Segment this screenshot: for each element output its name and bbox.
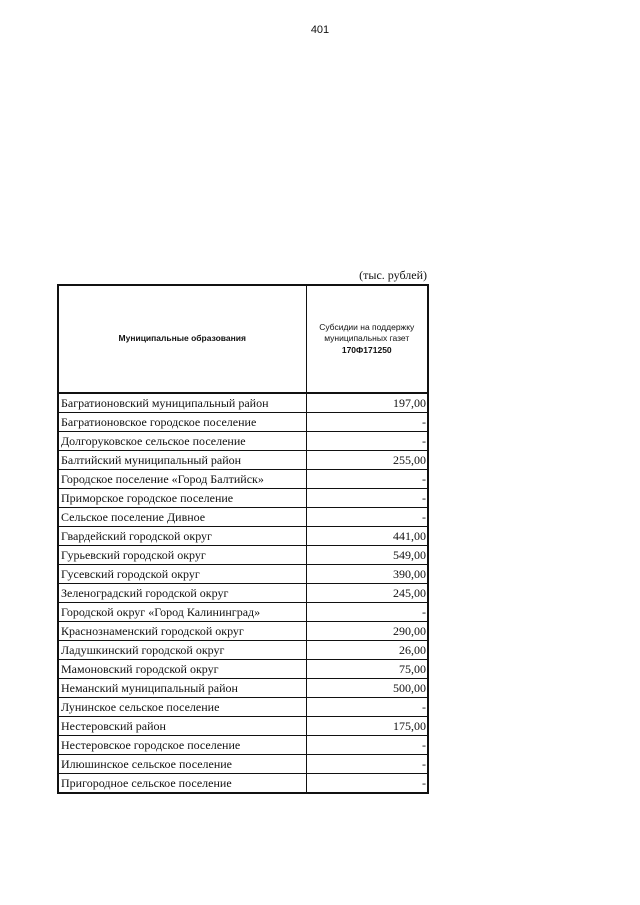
municipality-name: Пригородное сельское поселение	[58, 774, 306, 794]
subsidy-value: -	[306, 603, 428, 622]
table-row	[58, 603, 428, 622]
header-municipality: Муниципальные образования	[58, 285, 306, 393]
table-body	[58, 393, 428, 793]
table-row	[58, 546, 428, 565]
municipality-name: Городское поселение «Город Балтийск»	[58, 470, 306, 489]
municipality-name: Неманский муниципальный район	[58, 679, 306, 698]
subsidy-value: -	[306, 489, 428, 508]
municipality-name: Мамоновский городской округ	[58, 660, 306, 679]
header-row	[58, 285, 428, 393]
subsidy-value: -	[306, 413, 428, 432]
subsidy-value: 390,00	[306, 565, 428, 584]
municipality-name: Нестеровское городское поселение	[58, 736, 306, 755]
municipality-name: Илюшинское сельское поселение	[58, 755, 306, 774]
municipality-name: Краснознаменский городской округ	[58, 622, 306, 641]
table-row	[58, 413, 428, 432]
subsidy-value: 549,00	[306, 546, 428, 565]
municipality-name: Нестеровский район	[58, 717, 306, 736]
table-row	[58, 565, 428, 584]
table-row	[58, 527, 428, 546]
municipality-name: Ладушкинский городской округ	[58, 641, 306, 660]
municipality-name: Багратионовский муниципальный район	[58, 393, 306, 413]
municipality-name: Зеленоградский городской округ	[58, 584, 306, 603]
table-header	[58, 285, 428, 393]
municipality-name: Долгоруковское сельское поселение	[58, 432, 306, 451]
table-row	[58, 679, 428, 698]
page-number: 401	[310, 24, 330, 36]
table-row	[58, 584, 428, 603]
table-row	[58, 660, 428, 679]
subsidy-value: 175,00	[306, 717, 428, 736]
table-row	[58, 451, 428, 470]
subsidy-value: -	[306, 470, 428, 489]
subsidy-value: 26,00	[306, 641, 428, 660]
table-row	[58, 470, 428, 489]
municipality-name: Городской округ «Город Калининград»	[58, 603, 306, 622]
table-row	[58, 489, 428, 508]
subsidy-value: -	[306, 736, 428, 755]
table-row	[58, 508, 428, 527]
subsidy-value: 500,00	[306, 679, 428, 698]
table-row	[58, 774, 428, 794]
table-row	[58, 755, 428, 774]
subsidy-value: -	[306, 698, 428, 717]
subsidy-table	[57, 284, 429, 794]
subsidy-value: 255,00	[306, 451, 428, 470]
units-note: (тыс. рублей)	[359, 268, 427, 282]
municipality-name: Гусевский городской округ	[58, 565, 306, 584]
subsidy-value: -	[306, 774, 428, 794]
table-row	[58, 736, 428, 755]
subsidy-value: -	[306, 432, 428, 451]
header-subsidy-code: 170Ф171250	[341, 344, 392, 355]
header-subsidy-title: Субсидии на поддержку муниципальных газет	[319, 321, 415, 344]
subsidy-value: 441,00	[306, 527, 428, 546]
municipality-name: Гурьевский городской округ	[58, 546, 306, 565]
municipality-name: Лунинское сельское поселение	[58, 698, 306, 717]
table-row	[58, 641, 428, 660]
header-subsidy	[306, 285, 428, 393]
table-row	[58, 698, 428, 717]
subsidy-value: 75,00	[306, 660, 428, 679]
table-row	[58, 622, 428, 641]
municipality-name: Балтийский муниципальный район	[58, 451, 306, 470]
table-row	[58, 717, 428, 736]
subsidy-value: 290,00	[306, 622, 428, 641]
table-row	[58, 432, 428, 451]
subsidy-value: 245,00	[306, 584, 428, 603]
subsidy-value: 197,00	[306, 393, 428, 413]
municipality-name: Приморское городское поселение	[58, 489, 306, 508]
municipality-name: Гвардейский городской округ	[58, 527, 306, 546]
subsidy-value: -	[306, 508, 428, 527]
municipality-name: Багратионовское городское поселение	[58, 413, 306, 432]
table-row	[58, 393, 428, 413]
subsidy-value: -	[306, 755, 428, 774]
municipality-name: Сельское поселение Дивное	[58, 508, 306, 527]
